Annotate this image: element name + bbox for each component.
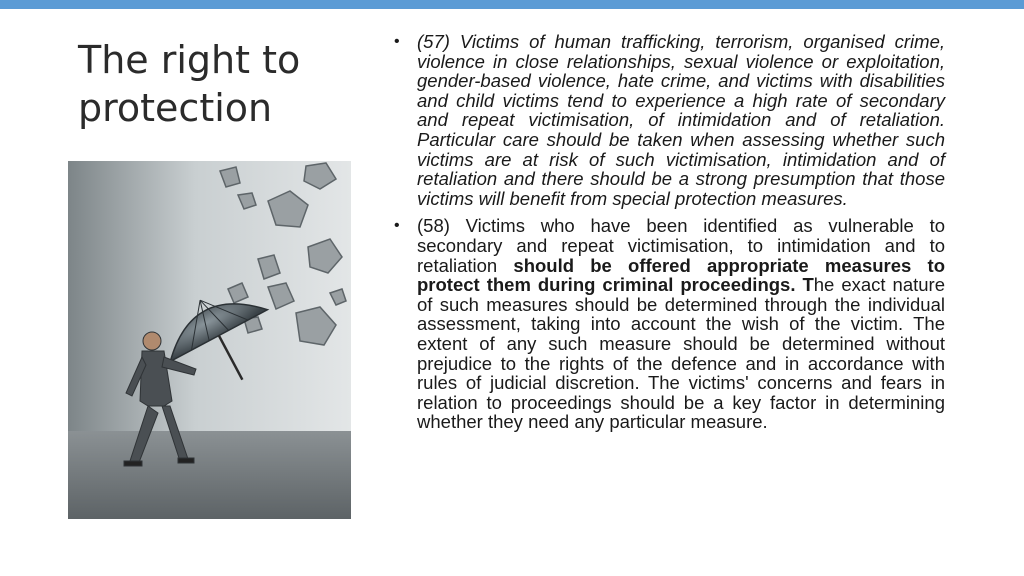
slide-title: The right to protection [78,38,301,130]
bullet-dot: • [394,33,400,50]
businessman-umbrella-photo [68,161,351,519]
top-accent-bar [0,0,1024,9]
bullet-text-bold: should be offered appropriate measures to protect them during criminal proceedings. T [417,254,945,296]
bullet-list [392,32,945,440]
bullet-dot: • [394,217,400,235]
bullet-text [417,215,945,432]
bullet-item [392,216,945,432]
bullet-item [392,32,945,208]
bullet-text: (57) Victims of human trafficking, terrorism, organised crime, violence in close relationships, sexual violence or exploitation, gender-based violence, hate crime, and victims with disabilities and child victims tend to experience a high rate of secondary and repeat victimisation, of intimidation and of retaliation. Particular care should be taken when assessing whether such victims are at risk of such victimisation, intimidation and of retaliation and there should be a strong presumption that those victims will benefit from special protection measures. [417,31,945,209]
bullet-text-plain: he exact nature of such measures should be determined through the individual assessment, taking into account the wish of the victim. The extent of any such measure should be determined without prejudice to the rights of the defence and in accordance with rules of judicial discretion. The victims' concerns and fears in relation to proceedings should be a key factor in determining whether they need any particular measure. [417,274,945,433]
bullet-text-plain: (58) Victims who have been identified as vulnerable to secondary and repeat victimisation, to intimidation and to retaliation [417,215,945,276]
